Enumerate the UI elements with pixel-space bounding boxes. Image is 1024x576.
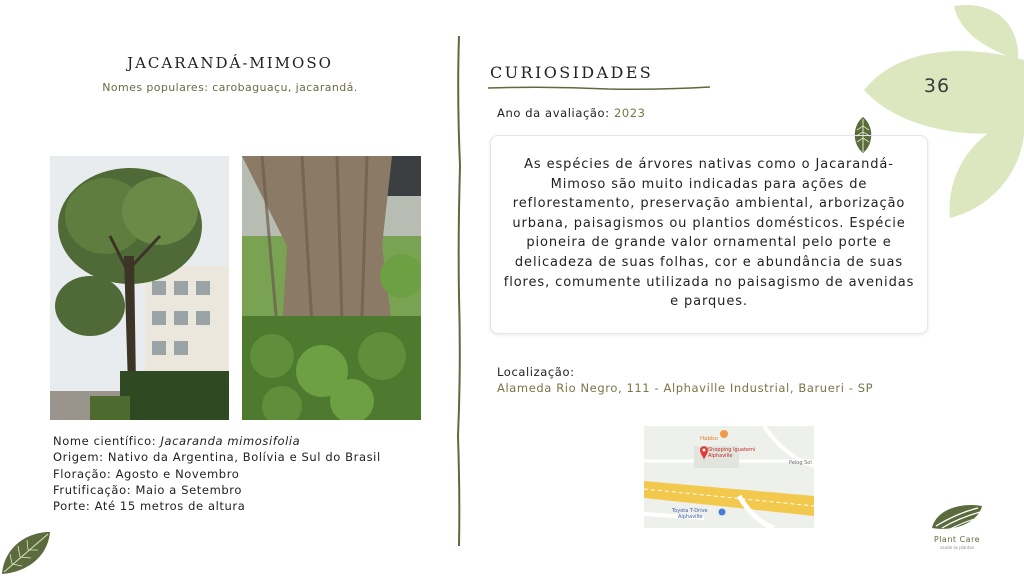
habbo-pin[interactable] (720, 430, 728, 438)
fruiting-row (53, 482, 413, 498)
map-label-shopping-2: Alphaville (708, 453, 733, 459)
detail-label: Origem: (53, 450, 108, 465)
detail-value: Até 15 metros de altura (94, 499, 246, 514)
detail-value: Nativo da Argentina, Bolívia e Sul do Brasil (107, 450, 381, 465)
decorative-leaves (860, 0, 1024, 225)
location-map[interactable] (644, 426, 814, 528)
detail-label: Porte: (53, 499, 95, 514)
trunk-photo (242, 156, 421, 420)
year-label: Ano da avaliação: (497, 106, 614, 120)
scientific-name-row (53, 433, 413, 449)
flowering-row (53, 466, 413, 482)
detail-value: Jacaranda mimosifolia (160, 434, 301, 448)
map-label-toyota-2: Alphaville (678, 514, 703, 520)
leaf-icon (0, 528, 54, 576)
description-text: As espécies de árvores nativas como o Jacarandá-Mimoso são muito indicadas para ações de reflorestamento, preservação ambiental, arborização urbana, paisagismos ou plantios domésticos. Espécie pioneira de grande valor ornamental pelo porte e delicadeza de suas folhas, cor e abundância de suas flores, comumente utilizada no paisagismo de avenidas e parques. (503, 157, 915, 310)
toyota-pin[interactable] (719, 509, 726, 516)
detail-label: Floração: (53, 466, 116, 481)
detail-value: Agosto e Novembro (115, 466, 240, 481)
evaluation-year (497, 106, 646, 120)
detail-label: Nome científico: (53, 434, 161, 448)
detail-label: Frutificação: (53, 482, 136, 497)
column-divider (452, 36, 466, 546)
location-address: Alameda Rio Negro, 111 - Alphaville Industrial, Barueri - SP (497, 381, 874, 395)
brand-name: Plant Care (933, 535, 981, 544)
location-label: Localização: (497, 365, 575, 379)
popular-names: Nomes populares: carobaguaçu, jacarandá. (102, 81, 358, 94)
section-title: CURIOSIDADES (490, 63, 654, 82)
map-label-habbo: Habbo (700, 436, 718, 442)
brand-logo (926, 500, 986, 552)
brand-tagline: saúde às plantas (940, 545, 974, 550)
brand-leaf-icon (926, 500, 986, 534)
title-underline (488, 84, 710, 92)
map-label-toyota-1: Toyota T-Drive (672, 508, 708, 514)
tree-details (53, 433, 413, 514)
origin-row (53, 449, 413, 465)
detail-value: Maio a Setembro (135, 482, 242, 497)
size-row (53, 498, 413, 514)
map-label-shopping-1: Shopping Iguatemi (708, 447, 756, 453)
tree-photo (50, 156, 229, 420)
page-number: 36 (923, 75, 951, 97)
year-value: 2023 (613, 106, 646, 120)
tree-title: JACARANDÁ-MIMOSO (127, 54, 333, 72)
map-label-pelog: Pelog Sol (789, 460, 812, 466)
